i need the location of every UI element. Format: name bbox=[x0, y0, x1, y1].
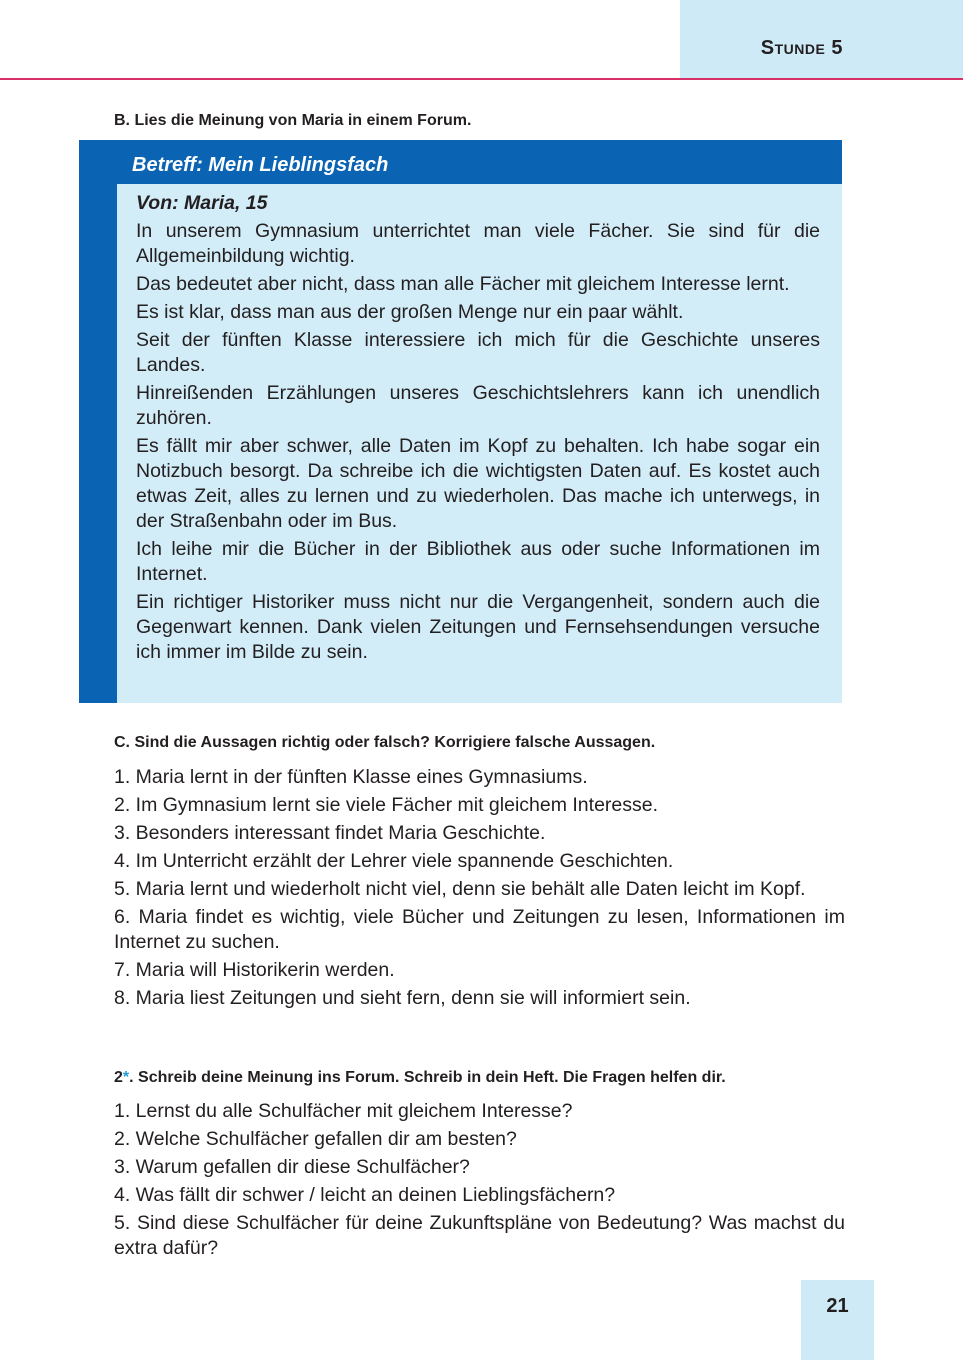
forum-paragraph: Das bedeutet aber nicht, dass man alle Fächer mit gleichem Interesse lernt. bbox=[136, 273, 790, 295]
forum-paragraph: In unserem Gymnasium unterrichtet man viele Fächer. Sie sind für die Allgemeinbildung wichtig. bbox=[136, 220, 820, 267]
statements-list bbox=[114, 765, 845, 1014]
forum-paragraph: Es ist klar, dass man aus der großen Menge nur ein paar wählt. bbox=[136, 301, 684, 323]
section-b-heading: B. Lies die Meinung von Maria in einem Forum. bbox=[114, 112, 472, 129]
statement-item: 5. Maria lernt und wiederholt nicht viel, denn sie behält alle Daten leicht im Kopf. bbox=[114, 878, 806, 900]
forum-paragraph: Seit der fünften Klasse interessiere ich mich für die Geschichte unseres Landes. bbox=[136, 329, 820, 376]
question-item: 4. Was fällt dir schwer / leicht an deinen Lieblingsfächern? bbox=[114, 1184, 616, 1206]
statement-item: 7. Maria will Historikerin werden. bbox=[114, 959, 395, 981]
statement-item: 4. Im Unterricht erzählt der Lehrer viele spannende Geschichten. bbox=[114, 850, 674, 872]
forum-paragraph: Ich leihe mir die Bücher in der Bibliothek aus oder suche Informationen im Internet. bbox=[136, 538, 820, 585]
page-number-box bbox=[801, 1280, 874, 1360]
forum-paragraph: Es fällt mir aber schwer, alle Daten im Kopf zu behalten. Ich habe sogar ein Notizbuch besorgt. Da schreibe ich die wichtigsten Daten auf. Es kostet auch etwas Zeit, alles zu lernen und zu wiederholen. Das mache ich unterwegs, in der Straßenbahn oder im Bus. bbox=[136, 435, 820, 532]
lesson-title: Stunde 5 bbox=[760, 37, 843, 59]
star-marker: * bbox=[122, 1069, 130, 1086]
forum-paragraph: Ein richtiger Historiker muss nicht nur die Vergangenheit, sondern auch die Gegenwart kennen. Dank vielen Zeitungen und Fernsehsendungen versuche ich immer im Bilde zu sein. bbox=[136, 591, 820, 663]
task-2-heading bbox=[114, 1068, 726, 1088]
forum-paragraph: Hinreißenden Erzählungen unseres Geschichtslehrers kann ich unendlich zuhören. bbox=[136, 382, 820, 429]
statement-item: 3. Besonders interessant findet Maria Geschichte. bbox=[114, 822, 546, 844]
task-instruction: . Schreib deine Meinung ins Forum. Schreib in dein Heft. Die Fragen helfen dir. bbox=[129, 1069, 726, 1086]
statement-item: 6. Maria findet es wichtig, viele Bücher und Zeitungen zu lesen, Informationen im Internet zu suchen. bbox=[114, 906, 845, 953]
header-divider bbox=[0, 78, 963, 80]
statement-item: 1. Maria lernt in der fünften Klasse eines Gymnasiums. bbox=[114, 766, 588, 788]
question-item: 2. Welche Schulfächer gefallen dir am besten? bbox=[114, 1128, 517, 1150]
page-number: 21 bbox=[826, 1295, 849, 1317]
forum-post bbox=[79, 140, 842, 703]
statement-item: 8. Maria liest Zeitungen und sieht fern, denn sie will informiert sein. bbox=[114, 987, 691, 1009]
statement-item: 2. Im Gymnasium lernt sie viele Fächer mit gleichem Interesse. bbox=[114, 794, 659, 816]
forum-author: Von: Maria, 15 bbox=[136, 192, 268, 214]
forum-subject: Betreff: Mein Lieblingsfach bbox=[132, 154, 389, 176]
question-item: 3. Warum gefallen dir diese Schulfächer? bbox=[114, 1156, 470, 1178]
forum-text bbox=[136, 191, 820, 668]
question-item: 5. Sind diese Schulfächer für deine Zukunftspläne von Bedeutung? Was machst du extra dafür? bbox=[114, 1212, 845, 1259]
questions-list bbox=[114, 1099, 845, 1264]
forum-body bbox=[117, 184, 842, 703]
question-item: 1. Lernst du alle Schulfächer mit gleichem Interesse? bbox=[114, 1100, 573, 1122]
task-number: 2 bbox=[114, 1069, 123, 1086]
section-c-heading: C. Sind die Aussagen richtig oder falsch? Korrigiere falsche Aussagen. bbox=[114, 734, 656, 751]
